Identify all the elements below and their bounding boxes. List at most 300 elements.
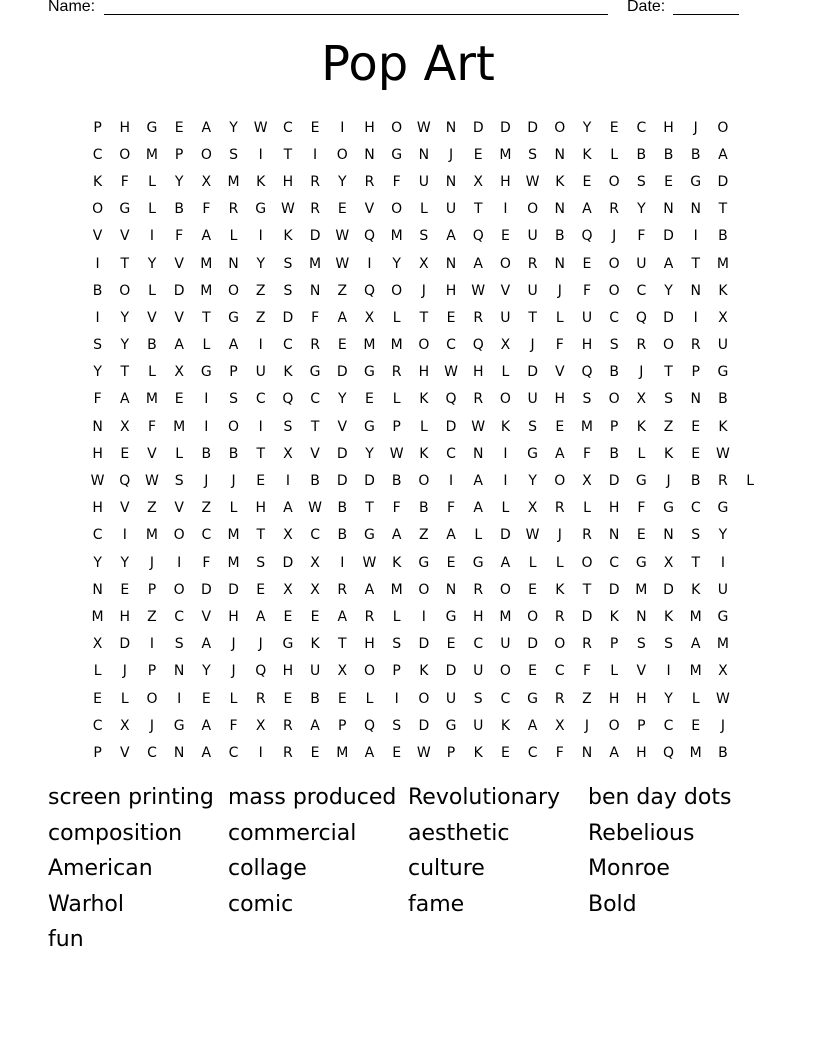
grid-letter: G: [391, 146, 403, 163]
grid-letter: E: [582, 173, 592, 190]
grid-letter: K: [555, 173, 565, 190]
grid-row: [84, 332, 764, 359]
grid-letter: F: [93, 391, 102, 408]
grid-letter: O: [146, 690, 158, 707]
grid-letter: E: [392, 744, 402, 761]
grid-letter: I: [258, 418, 263, 435]
grid-letter: N: [92, 418, 103, 435]
grid-letter: D: [500, 527, 511, 544]
grid-letter: L: [583, 500, 591, 517]
grid-letter: H: [500, 173, 511, 190]
word-list: [48, 780, 768, 958]
grid-letter: T: [256, 527, 265, 544]
grid-letter: P: [609, 418, 619, 435]
grid-letter: J: [612, 228, 617, 245]
grid-letter: X: [527, 500, 538, 517]
grid-letter: G: [690, 173, 702, 190]
grid-letter: X: [255, 717, 266, 734]
grid-letter: S: [609, 337, 619, 354]
grid-letter: M: [145, 146, 159, 163]
grid-letter: Y: [120, 309, 130, 326]
grid-letter: B: [554, 228, 565, 245]
grid-letter: Y: [718, 527, 728, 544]
grid-letter: I: [149, 228, 155, 245]
grid-letter: Z: [582, 690, 592, 707]
grid-letter: P: [446, 744, 456, 761]
grid-letter: Z: [663, 418, 674, 435]
grid-letter: X: [92, 636, 103, 653]
grid-letter: M: [145, 527, 159, 544]
grid-letter: X: [718, 663, 728, 680]
grid-letter: E: [283, 608, 293, 625]
grid-letter: I: [258, 744, 263, 761]
grid-letter: T: [419, 309, 429, 326]
grid-letter: M: [390, 581, 403, 598]
grid-letter: V: [554, 364, 565, 381]
grid-letter: B: [718, 744, 728, 761]
grid-letter: S: [636, 173, 646, 190]
grid-letter: F: [202, 554, 211, 571]
grid-letter: I: [503, 201, 508, 218]
grid-letter: L: [229, 500, 238, 517]
grid-letter: H: [119, 608, 131, 625]
grid-letter: G: [173, 717, 185, 734]
grid-letter: U: [527, 228, 538, 245]
grid-letter: C: [228, 744, 239, 761]
grid-letter: K: [310, 636, 320, 653]
grid-letter: K: [663, 608, 674, 625]
grid-letter: A: [391, 527, 402, 544]
grid-letter: O: [173, 527, 185, 544]
grid-letter: K: [419, 445, 429, 462]
grid-letter: E: [337, 337, 347, 354]
grid-letter: I: [204, 391, 209, 408]
grid-letter: O: [363, 663, 375, 680]
grid-letter: R: [473, 309, 484, 326]
grid-letter: J: [149, 717, 155, 734]
grid-letter: E: [609, 119, 619, 136]
grid-letter: I: [448, 473, 454, 490]
grid-letter: M: [689, 608, 702, 625]
grid-letter: F: [555, 337, 564, 354]
page-title: Pop Art: [321, 36, 495, 92]
grid-letter: L: [175, 445, 184, 462]
grid-letter: Y: [147, 255, 157, 272]
grid-letter: F: [447, 500, 456, 517]
grid-letter: Z: [255, 282, 266, 299]
grid-letter: A: [554, 445, 565, 462]
grid-letter: Y: [93, 364, 102, 381]
grid-letter: Q: [581, 228, 593, 245]
grid-letter: U: [527, 282, 538, 299]
grid-letter: N: [554, 255, 566, 272]
grid-letter: L: [419, 201, 428, 218]
grid-letter: I: [693, 309, 698, 326]
grid-letter: O: [391, 119, 403, 136]
grid-letter: R: [364, 173, 375, 190]
grid-letter: N: [472, 445, 484, 462]
word-list-row: [48, 887, 768, 923]
grid-letter: U: [445, 201, 457, 218]
grid-letter: J: [584, 717, 590, 734]
grid-row: [84, 739, 764, 766]
grid-letter: A: [201, 119, 212, 136]
grid-letter: X: [364, 309, 375, 326]
grid-letter: W: [362, 554, 377, 571]
grid-letter: N: [173, 744, 185, 761]
grid-letter: G: [309, 364, 321, 381]
grid-letter: M: [499, 608, 512, 625]
grid-letter: E: [337, 201, 347, 218]
grid-letter: U: [500, 309, 511, 326]
grid-row: [84, 250, 764, 277]
grid-letter: Q: [472, 228, 484, 245]
name-blank-line[interactable]: [104, 14, 608, 15]
grid-letter: T: [691, 255, 700, 272]
grid-letter: H: [445, 282, 457, 299]
grid-letter: M: [689, 663, 702, 680]
grid-letter: G: [663, 500, 674, 517]
grid-letter: C: [527, 744, 538, 761]
grid-letter: D: [527, 119, 538, 136]
grid-letter: X: [554, 717, 565, 734]
grid-letter: L: [148, 173, 156, 190]
grid-letter: S: [392, 717, 402, 734]
grid-letter: M: [91, 608, 104, 625]
grid-letter: N: [173, 663, 185, 680]
grid-letter: T: [120, 364, 130, 381]
grid-letter: B: [92, 282, 103, 299]
grid-letter: Y: [120, 337, 130, 354]
grid-letter: A: [473, 255, 483, 272]
grid-letter: M: [580, 418, 594, 435]
grid-letter: B: [636, 146, 647, 163]
grid-letter: C: [446, 337, 456, 354]
grid-letter: G: [527, 445, 539, 462]
grid-letter: E: [256, 473, 266, 490]
grid-letter: G: [282, 636, 294, 653]
grid-letter: W: [335, 255, 350, 272]
grid-letter: C: [636, 119, 647, 136]
grid-letter: C: [92, 527, 103, 544]
word-list-item: culture: [408, 856, 485, 882]
grid-letter: H: [663, 119, 674, 136]
grid-letter: D: [336, 445, 348, 462]
grid-letter: Q: [363, 717, 375, 734]
grid-letter: W: [416, 744, 431, 761]
grid-letter: C: [283, 119, 293, 136]
grid-letter: U: [255, 364, 266, 381]
grid-letter: C: [636, 282, 647, 299]
grid-row: [84, 467, 764, 494]
grid-letter: G: [717, 500, 729, 517]
grid-letter: B: [147, 337, 157, 354]
grid-letter: G: [472, 554, 484, 571]
grid-letter: N: [228, 255, 239, 272]
grid-letter: L: [148, 282, 156, 299]
grid-letter: D: [228, 581, 239, 598]
grid-letter: X: [500, 337, 511, 354]
grid-letter: U: [717, 337, 729, 354]
grid-row: [84, 603, 764, 630]
grid-row: [84, 114, 764, 141]
grid-letter: H: [608, 500, 620, 517]
grid-letter: N: [663, 527, 674, 544]
grid-letter: D: [282, 309, 294, 326]
grid-letter: G: [527, 690, 539, 707]
grid-letter: S: [636, 636, 646, 653]
grid-letter: Y: [120, 554, 130, 571]
grid-letter: D: [418, 636, 430, 653]
grid-letter: T: [473, 201, 483, 218]
grid-letter: M: [635, 581, 648, 598]
grid-letter: F: [582, 282, 591, 299]
grid-letter: L: [746, 473, 754, 490]
grid-letter: O: [608, 173, 620, 190]
grid-letter: J: [530, 337, 535, 354]
grid-letter: M: [716, 636, 729, 653]
grid-letter: Y: [338, 173, 347, 190]
grid-letter: E: [500, 744, 510, 761]
grid-letter: T: [664, 364, 673, 381]
grid-letter: P: [93, 744, 102, 761]
grid-row: [84, 223, 764, 250]
grid-letter: E: [310, 744, 320, 761]
grid-letter: U: [309, 663, 321, 680]
grid-letter: M: [689, 744, 702, 761]
grid-letter: J: [231, 663, 236, 680]
grid-letter: S: [528, 418, 538, 435]
grid-letter: A: [337, 309, 348, 326]
grid-letter: V: [174, 255, 184, 272]
grid-letter: G: [364, 527, 375, 544]
grid-letter: D: [200, 581, 212, 598]
grid-letter: R: [310, 173, 320, 190]
grid-letter: K: [609, 608, 619, 625]
grid-letter: O: [228, 282, 240, 299]
grid-letter: Y: [93, 554, 102, 571]
grid-letter: E: [337, 690, 347, 707]
word-list-item: comic: [228, 891, 294, 917]
grid-letter: L: [691, 690, 700, 707]
grid-letter: J: [231, 636, 236, 653]
grid-letter: H: [608, 690, 620, 707]
grid-letter: A: [446, 527, 456, 544]
grid-letter: G: [635, 554, 647, 571]
grid-letter: T: [310, 418, 320, 435]
grid-letter: O: [119, 282, 131, 299]
grid-letter: O: [119, 146, 131, 163]
word-list-item: mass produced: [228, 785, 397, 811]
grid-letter: S: [528, 146, 538, 163]
grid-letter: O: [608, 282, 620, 299]
grid-letter: T: [528, 309, 537, 326]
grid-letter: A: [337, 608, 348, 625]
grid-letter: Z: [337, 282, 348, 299]
grid-letter: J: [666, 473, 671, 490]
date-blank-line[interactable]: [673, 14, 739, 15]
grid-letter: H: [282, 663, 294, 680]
grid-letter: R: [283, 717, 293, 734]
grid-letter: M: [390, 337, 403, 354]
grid-letter: I: [95, 309, 100, 326]
grid-letter: E: [473, 146, 483, 163]
grid-letter: J: [720, 717, 725, 734]
grid-row: [84, 631, 764, 658]
grid-letter: K: [663, 445, 674, 462]
grid-letter: H: [255, 500, 266, 517]
grid-letter: V: [147, 309, 157, 326]
grid-letter: Y: [392, 255, 401, 272]
grid-letter: W: [145, 473, 159, 490]
grid-letter: O: [391, 282, 403, 299]
grid-letter: W: [471, 418, 486, 435]
grid-letter: O: [418, 473, 430, 490]
grid-letter: E: [446, 636, 456, 653]
grid-letter: Y: [174, 173, 184, 190]
grid-letter: Z: [419, 527, 429, 544]
grid-letter: O: [717, 119, 729, 136]
grid-letter: M: [200, 255, 213, 272]
grid-letter: O: [92, 201, 104, 218]
grid-letter: S: [283, 418, 293, 435]
grid-letter: P: [174, 146, 184, 163]
grid-row: [84, 658, 764, 685]
grid-letter: G: [228, 309, 239, 326]
word-list-item: collage: [228, 856, 307, 882]
grid-letter: R: [554, 500, 565, 517]
grid-letter: M: [390, 228, 403, 245]
grid-letter: S: [419, 228, 429, 245]
grid-letter: T: [256, 445, 265, 462]
grid-letter: W: [280, 201, 295, 218]
grid-letter: P: [147, 663, 157, 680]
grid-letter: J: [639, 364, 644, 381]
grid-letter: D: [663, 309, 674, 326]
grid-letter: S: [229, 146, 238, 163]
grid-letter: T: [718, 201, 728, 218]
word-list-row: [48, 780, 768, 816]
grid-letter: E: [365, 391, 374, 408]
grid-letter: F: [392, 500, 401, 517]
grid-letter: S: [93, 337, 103, 354]
grid-letter: A: [364, 581, 375, 598]
grid-letter: Z: [147, 500, 157, 517]
grid-letter: O: [608, 717, 620, 734]
grid-letter: V: [201, 608, 212, 625]
grid-letter: C: [473, 636, 484, 653]
grid-letter: U: [717, 581, 729, 598]
grid-letter: B: [609, 364, 619, 381]
grid-letter: K: [555, 581, 565, 598]
grid-letter: R: [228, 201, 239, 218]
grid-letter: O: [554, 473, 566, 490]
word-list-item: screen printing: [48, 785, 214, 811]
grid-letter: H: [228, 608, 239, 625]
grid-row: [84, 712, 764, 739]
grid-letter: I: [285, 473, 290, 490]
grid-letter: O: [228, 418, 240, 435]
grid-letter: J: [557, 282, 562, 299]
grid-letter: I: [340, 119, 345, 136]
grid-letter: W: [90, 473, 105, 490]
grid-letter: R: [527, 255, 538, 272]
grid-letter: R: [582, 636, 592, 653]
grid-letter: F: [392, 173, 401, 190]
grid-letter: C: [174, 608, 185, 625]
grid-letter: A: [119, 391, 130, 408]
grid-letter: N: [364, 146, 375, 163]
grid-letter: R: [391, 364, 402, 381]
grid-letter: J: [448, 146, 454, 163]
grid-letter: D: [663, 581, 674, 598]
grid-letter: A: [527, 717, 538, 734]
grid-letter: D: [445, 663, 457, 680]
grid-letter: K: [419, 663, 429, 680]
grid-letter: V: [119, 500, 130, 517]
grid-letter: A: [255, 608, 266, 625]
grid-letter: D: [500, 119, 511, 136]
grid-letter: P: [392, 418, 401, 435]
grid-letter: A: [446, 228, 456, 245]
grid-letter: E: [174, 391, 184, 408]
grid-letter: E: [174, 119, 184, 136]
grid-letter: T: [283, 146, 293, 163]
grid-letter: E: [256, 581, 266, 598]
grid-letter: I: [149, 636, 155, 653]
grid-letter: K: [419, 391, 429, 408]
grid-letter: A: [201, 636, 212, 653]
grid-letter: O: [554, 636, 566, 653]
grid-letter: K: [718, 418, 728, 435]
grid-letter: D: [527, 364, 538, 381]
grid-letter: B: [609, 445, 619, 462]
grid-row: [84, 495, 764, 522]
grid-letter: Y: [229, 119, 238, 136]
grid-letter: V: [636, 663, 647, 680]
grid-letter: V: [337, 418, 348, 435]
grid-letter: N: [581, 744, 593, 761]
grid-letter: N: [445, 173, 457, 190]
grid-letter: G: [119, 201, 131, 218]
grid-letter: I: [666, 663, 671, 680]
grid-letter: S: [473, 690, 483, 707]
grid-letter: V: [364, 201, 375, 218]
grid-letter: D: [581, 608, 593, 625]
grid-letter: H: [418, 364, 430, 381]
grid-letter: G: [255, 201, 267, 218]
grid-letter: H: [364, 119, 375, 136]
grid-letter: N: [663, 201, 674, 218]
grid-letter: G: [717, 364, 729, 381]
grid-letter: V: [92, 228, 103, 245]
grid-letter: C: [92, 717, 103, 734]
grid-letter: J: [204, 473, 209, 490]
grid-letter: L: [120, 690, 129, 707]
word-list-row: [48, 922, 768, 958]
grid-letter: V: [119, 228, 130, 245]
grid-letter: B: [201, 445, 212, 462]
grid-letter: M: [227, 173, 240, 190]
grid-letter: X: [119, 717, 130, 734]
grid-letter: V: [310, 445, 320, 462]
grid-letter: X: [283, 527, 293, 544]
grid-letter: Q: [663, 744, 675, 761]
grid-letter: E: [636, 527, 646, 544]
grid-letter: D: [364, 473, 375, 490]
grid-letter: R: [636, 337, 647, 354]
word-list-item: commercial: [228, 820, 357, 846]
